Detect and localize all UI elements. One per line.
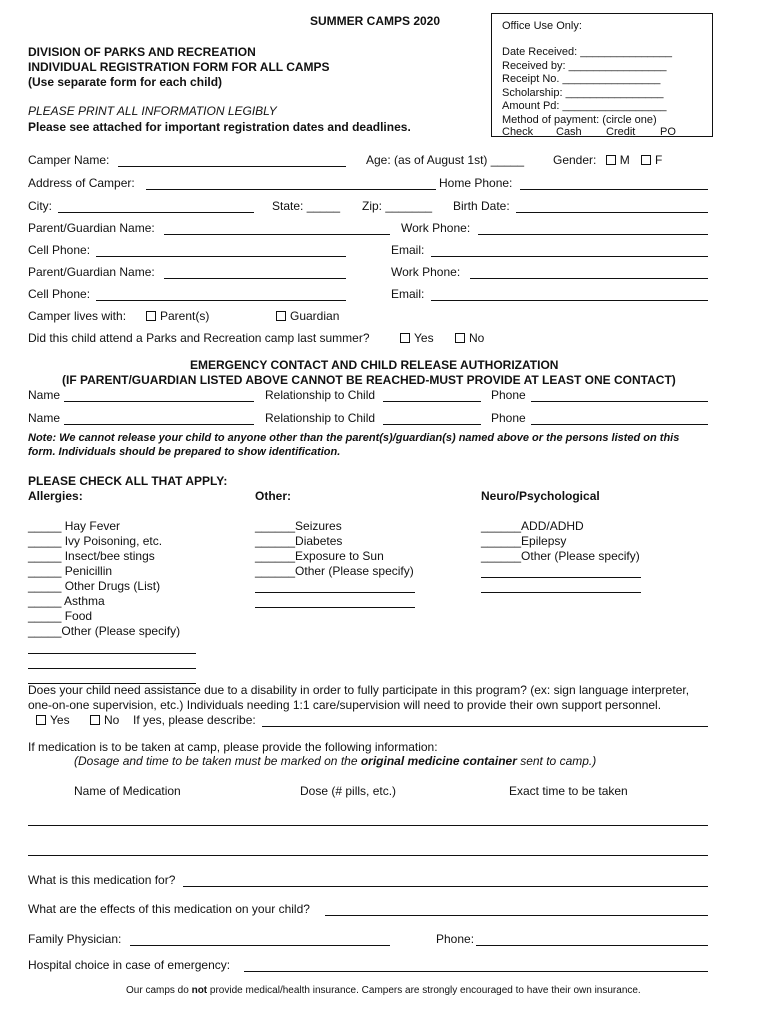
- parents-label: Parent(s): [160, 309, 210, 323]
- emergency-rel2-label: Relationship to Child: [265, 411, 376, 425]
- disability-question-line2: one-on-one supervision, etc.) Individuals needing 1:1 care/supervision will need to provide their own support personnel.: [28, 698, 662, 712]
- cell2-label: Cell Phone:: [28, 287, 91, 301]
- city-label: City:: [28, 199, 52, 213]
- attended-yes-checkbox[interactable]: [400, 333, 410, 343]
- emergency-rel1-field[interactable]: [383, 401, 481, 402]
- insurance-footer: [126, 985, 641, 996]
- medication-name-header: Name of Medication: [74, 784, 181, 798]
- gender-group: [553, 153, 662, 167]
- footer-text-start: Our camps do: [126, 985, 192, 996]
- parents-checkbox[interactable]: [146, 311, 156, 321]
- emergency-phone1-label: Phone: [491, 388, 526, 402]
- footer-text-end: provide medical/health insurance. Campers are strongly encouraged to have their own insurance.: [207, 985, 641, 996]
- physician-label: Family Physician:: [28, 932, 122, 946]
- physician-phone-label: Phone:: [436, 932, 475, 946]
- email2-label: Email:: [391, 287, 425, 301]
- disability-no-checkbox[interactable]: [90, 715, 100, 725]
- birth-date-label: Birth Date:: [453, 199, 510, 213]
- email2-field[interactable]: [431, 300, 708, 301]
- form-subtitle: INDIVIDUAL REGISTRATION FORM FOR ALL CAMPS: [28, 60, 330, 74]
- amount-paid-field: Amount Pd: _________________: [502, 100, 667, 112]
- other-condition-item[interactable]: ______Exposure to Sun: [255, 549, 384, 563]
- form-title-main: SUMMER CAMPS 2020: [310, 14, 441, 28]
- emergency-subtitle: (IF PARENT/GUARDIAN LISTED ABOVE CANNOT BE REACHED-MUST PROVIDE AT LEAST ONE CONTACT): [62, 373, 676, 387]
- medication-intro: If medication is to be taken at camp, please provide the following information:: [28, 740, 438, 754]
- medication-time-header: Exact time to be taken: [509, 784, 628, 798]
- disability-no-option[interactable]: [90, 713, 119, 727]
- disability-question-line1: Does your child need assistance due to a disability in order to fully participate in this program? (ex: sign language interpreter,: [28, 683, 690, 697]
- medication-entry-line1[interactable]: [28, 825, 708, 826]
- cell1-label: Cell Phone:: [28, 243, 91, 257]
- disability-yes-option[interactable]: [36, 713, 70, 727]
- division-name: DIVISION OF PARKS AND RECREATION: [28, 45, 256, 59]
- lives-with-guardian-option[interactable]: [276, 309, 339, 323]
- address-label: Address of Camper:: [28, 176, 135, 190]
- emergency-phone2-label: Phone: [491, 411, 526, 425]
- emergency-name1-field[interactable]: [64, 401, 254, 402]
- parent2-name-field[interactable]: [164, 278, 346, 279]
- disability-yes-label: Yes: [50, 713, 70, 727]
- attended-yes-option[interactable]: [400, 331, 434, 345]
- allergy-specify-line2[interactable]: [28, 668, 196, 669]
- work-phone2-label: Work Phone:: [391, 265, 461, 279]
- other-specify-line2[interactable]: [255, 607, 415, 608]
- allergy-item[interactable]: _____ Ivy Poisoning, etc.: [28, 534, 163, 548]
- medication-entry-line2[interactable]: [28, 855, 708, 856]
- cell1-field[interactable]: [96, 256, 346, 257]
- neuro-item[interactable]: ______ADD/ADHD: [481, 519, 584, 533]
- other-condition-item[interactable]: ______Other (Please specify): [255, 564, 414, 578]
- female-checkbox[interactable]: [641, 155, 651, 165]
- office-use-title: Office Use Only:: [502, 20, 582, 32]
- emergency-rel2-field[interactable]: [383, 424, 481, 425]
- payment-method-label: Method of payment: (circle one): [502, 114, 657, 126]
- medication-effects-field[interactable]: [325, 915, 708, 916]
- other-specify-line1[interactable]: [255, 592, 415, 593]
- address-field[interactable]: [146, 189, 436, 190]
- disability-no-label: No: [104, 713, 120, 727]
- medication-note-end: sent to camp.): [516, 754, 597, 768]
- physician-field[interactable]: [130, 945, 390, 946]
- payment-check: Check: [502, 126, 534, 138]
- emergency-name2-label: Name: [28, 411, 61, 425]
- other-condition-item[interactable]: ______Diabetes: [255, 534, 343, 548]
- date-received-field: Date Received: _______________: [502, 46, 673, 58]
- attended-no-option[interactable]: [455, 331, 484, 345]
- allergy-item[interactable]: _____ Asthma: [28, 594, 105, 608]
- medication-note: [74, 754, 596, 768]
- zip-field[interactable]: Zip: _______: [362, 199, 433, 213]
- release-note-line1: Note: We cannot release your child to anyone other than the parent(s)/guardian(s) named above or the persons listed on this: [28, 432, 680, 444]
- parent2-name-label: Parent/Guardian Name:: [28, 265, 155, 279]
- payment-cash: Cash: [556, 126, 582, 138]
- emergency-phone1-field[interactable]: [531, 401, 708, 402]
- allergies-title: Allergies:: [28, 489, 83, 503]
- city-field[interactable]: [58, 212, 254, 213]
- allergy-item[interactable]: _____ Insect/bee stings: [28, 549, 155, 563]
- footer-emphasis: not: [191, 985, 208, 996]
- state-field[interactable]: State: _____: [272, 199, 341, 213]
- camper-name-label: Camper Name:: [28, 153, 110, 167]
- lives-with-label: Camper lives with:: [28, 309, 127, 323]
- other-title: Other:: [255, 489, 291, 503]
- emergency-phone2-field[interactable]: [531, 424, 708, 425]
- work-phone1-label: Work Phone:: [401, 221, 471, 235]
- allergy-item[interactable]: _____ Food: [28, 609, 93, 623]
- birth-date-field[interactable]: [516, 212, 708, 213]
- print-legibly-note: PLEASE PRINT ALL INFORMATION LEGIBLY: [28, 104, 277, 118]
- neuro-specify-line1[interactable]: [481, 577, 641, 578]
- received-by-field: Received by: ________________: [502, 60, 667, 72]
- payment-po: PO: [660, 126, 676, 138]
- physician-phone-field[interactable]: [476, 945, 708, 946]
- hospital-label: Hospital choice in case of emergency:: [28, 958, 231, 972]
- home-phone-label: Home Phone:: [439, 176, 513, 190]
- medication-effects-label: What are the effects of this medication on your child?: [28, 902, 310, 916]
- separate-form-note: (Use separate form for each child): [28, 75, 223, 89]
- attended-no-label: No: [469, 331, 485, 345]
- neuro-item[interactable]: ______Other (Please specify): [481, 549, 640, 563]
- other-condition-item[interactable]: ______Seizures: [255, 519, 342, 533]
- medication-purpose-field[interactable]: [183, 886, 708, 887]
- receipt-no-field: Receipt No. ________________: [502, 73, 661, 85]
- guardian-label: Guardian: [290, 309, 340, 323]
- registration-dates-note: Please see attached for important registration dates and deadlines.: [28, 120, 411, 134]
- camper-name-field[interactable]: [118, 166, 346, 167]
- parent1-name-label: Parent/Guardian Name:: [28, 221, 155, 235]
- male-label: M: [619, 153, 630, 167]
- disability-yes-checkbox[interactable]: [36, 715, 46, 725]
- medication-note-start: (Dosage and time to be taken must be marked on the: [74, 754, 361, 768]
- attended-no-checkbox[interactable]: [455, 333, 465, 343]
- emergency-name1-label: Name: [28, 388, 61, 402]
- hospital-field[interactable]: [244, 971, 708, 972]
- allergy-item[interactable]: _____ Hay Fever: [28, 519, 121, 533]
- attended-yes-label: Yes: [414, 331, 434, 345]
- neuro-item[interactable]: ______Epilepsy: [481, 534, 567, 548]
- work-phone1-field[interactable]: [478, 234, 708, 235]
- allergy-item[interactable]: _____ Other Drugs (List): [28, 579, 161, 593]
- medication-note-emphasis: original medicine container: [360, 754, 517, 768]
- emergency-name2-field[interactable]: [64, 424, 254, 425]
- neuro-specify-line2[interactable]: [481, 592, 641, 593]
- age-field[interactable]: Age: (as of August 1st) _____: [366, 153, 525, 167]
- attended-question: Did this child attend a Parks and Recreation camp last summer?: [28, 331, 370, 345]
- disability-describe-field[interactable]: [262, 726, 708, 727]
- lives-with-parents-option[interactable]: [146, 309, 209, 323]
- check-all-heading: PLEASE CHECK ALL THAT APPLY:: [28, 474, 228, 488]
- emergency-title: EMERGENCY CONTACT AND CHILD RELEASE AUTHORIZATION: [190, 358, 559, 372]
- release-note-line2: form. Individuals should be prepared to show identification.: [28, 446, 341, 458]
- payment-credit: Credit: [606, 126, 636, 138]
- allergy-item[interactable]: _____ Penicillin: [28, 564, 113, 578]
- male-checkbox[interactable]: [606, 155, 616, 165]
- parent1-name-field[interactable]: [164, 234, 390, 235]
- office-use-box: [491, 13, 713, 137]
- email1-field[interactable]: [431, 256, 708, 257]
- neuro-title: Neuro/Psychological: [481, 489, 600, 503]
- email1-label: Email:: [391, 243, 425, 257]
- female-label: F: [655, 153, 663, 167]
- gender-label: Gender:: [553, 153, 597, 167]
- allergy-specify-line1[interactable]: [28, 653, 196, 654]
- allergy-item[interactable]: _____Other (Please specify): [28, 624, 181, 638]
- guardian-checkbox[interactable]: [276, 311, 286, 321]
- scholarship-field: Scholarship: ________________: [502, 87, 664, 99]
- cell2-field[interactable]: [96, 300, 346, 301]
- disability-describe-label: If yes, please describe:: [133, 713, 256, 727]
- medication-purpose-label: What is this medication for?: [28, 873, 176, 887]
- emergency-rel1-label: Relationship to Child: [265, 388, 376, 402]
- work-phone2-field[interactable]: [470, 278, 708, 279]
- home-phone-field[interactable]: [520, 189, 708, 190]
- medication-dose-header: Dose (# pills, etc.): [300, 784, 397, 798]
